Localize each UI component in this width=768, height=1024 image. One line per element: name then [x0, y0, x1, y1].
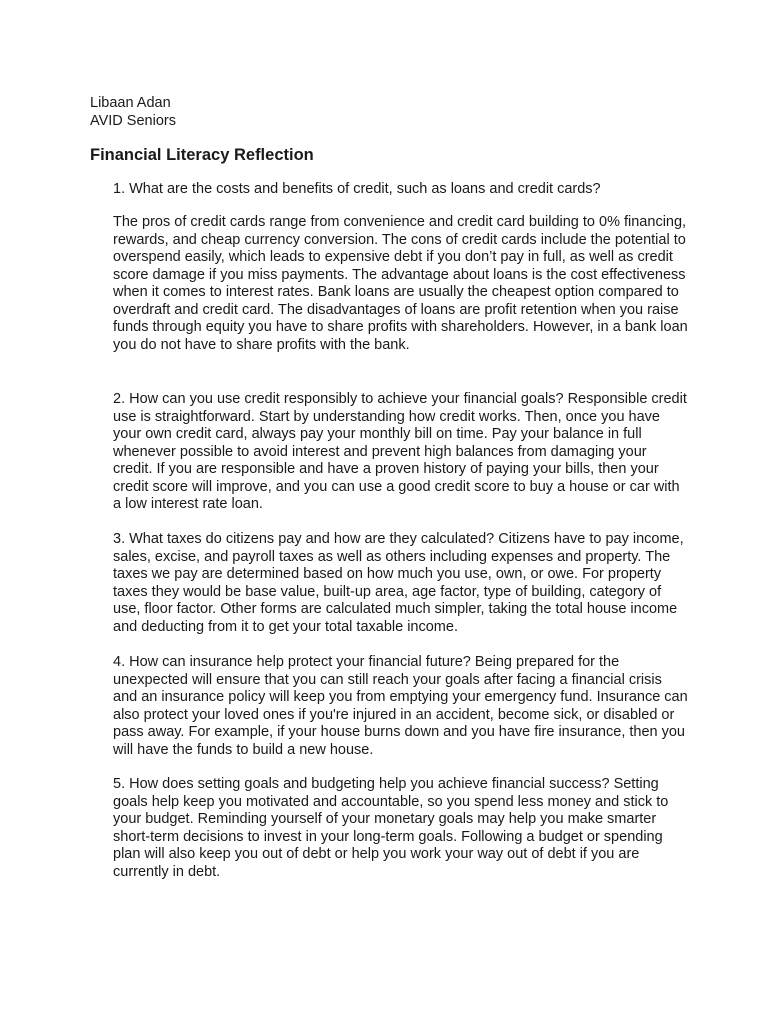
question-2-paragraph: 2. How can you use credit responsibly to achieve your financial goals? Responsible credit use is straightforward. Start by understanding how credit works. Then, once you have your own credit card, always pay your monthly bill on time. Pay your balance in full whenever possible to avoid interest and prevent high balances from damaging your credit. If you are responsible and have a proven history of paying your bills, then your credit score will improve, and you can use a good credit score to buy a house or car with a low interest rate loan.	[113, 391, 687, 512]
document-title: Financial Literacy Reflection	[90, 146, 314, 164]
answer-1-paragraph: The pros of credit cards range from convenience and credit card building to 0% financing, rewards, and cheap currency conversion. The cons of credit cards include the potential to overspend easily, which leads to expensive debt if you don’t pay in full, as well as credit score damage if you miss payments. The advantage about loans is the cost effectiveness when it comes to interest rates. Bank loans are usually the cheapest option compared to overdraft and credit card. The disadvantages of loans are profit retention when you raise funds through equity you have to share profits with shareholders. However, in a bank loan you do not have to share profits with the bank.	[113, 214, 688, 353]
author-class: AVID Seniors	[90, 113, 176, 129]
question-3-paragraph: 3. What taxes do citizens pay and how are they calculated? Citizens have to pay income, sales, excise, and payroll taxes as well as others including expenses and property. The taxes we pay are determined based on how much you use, own, or owe. For property taxes they would be base value, built-up area, age factor, type of building, category of use, floor factor. Other forms are calculated much simpler, taking the total house income and deducting from it to get your total taxable income.	[113, 531, 684, 635]
question-4-paragraph: 4. How can insurance help protect your financial future? Being prepared for the unexpected will ensure that you can still reach your goals after facing a financial crisis and an insurance policy will keep you from emptying your emergency fund. Insurance can also protect your loved ones if you're injured in an accident, become sick, or disabled or pass away. For example, if your house burns down and you have fire insurance, then you will have the funds to build a new house.	[113, 654, 688, 758]
author-name: Libaan Adan	[90, 95, 171, 111]
question-5-paragraph: 5. How does setting goals and budgeting help you achieve financial success? Setting goals help keep you motivated and accountable, so you spend less money and stick to your budget. Reminding yourself of your monetary goals may help you make smarter short-term decisions to invest in your long-term goals. Following a budget or spending plan will also keep you out of debt or help you work your way out of debt if you are currently in debt.	[113, 776, 669, 880]
question-1: 1. What are the costs and benefits of credit, such as loans and credit cards?	[113, 181, 601, 197]
author-block	[90, 94, 176, 130]
